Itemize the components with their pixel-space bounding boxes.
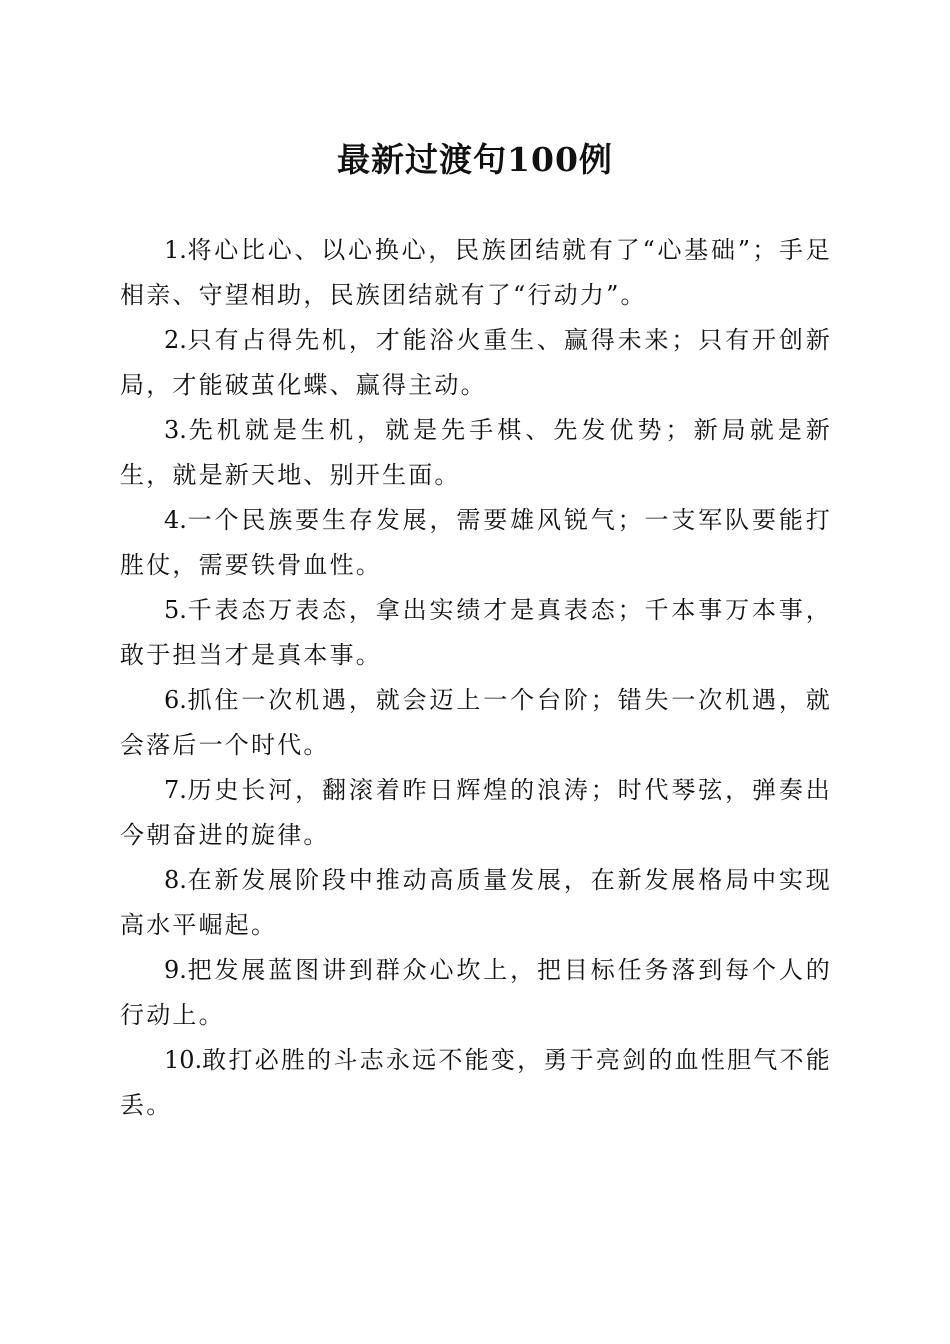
item-text: 抓住一次机遇，就会迈上一个台阶；错失一次机遇，就会落后一个时代。	[120, 686, 832, 759]
list-item	[120, 318, 832, 408]
item-text: 将心比心、以心换心，民族团结就有了“心基础”；手足相亲、守望相助，民族团结就有了“行动力”。	[120, 236, 832, 309]
item-number: 4.	[164, 506, 187, 534]
item-text: 千表态万表态，拿出实绩才是真表态；千本事万本事，敢于担当才是真本事。	[120, 596, 832, 669]
item-number: 7.	[164, 776, 187, 804]
item-number: 3.	[164, 416, 187, 444]
item-text: 把发展蓝图讲到群众心坎上，把目标任务落到每个人的行动上。	[120, 956, 832, 1029]
list-item	[120, 498, 832, 588]
item-number: 1.	[164, 236, 187, 264]
list-item	[120, 588, 832, 678]
item-number: 5.	[164, 596, 187, 624]
item-text: 一个民族要生存发展，需要雄风锐气；一支军队要能打胜仗，需要铁骨血性。	[120, 506, 832, 579]
document-body	[120, 228, 832, 1128]
item-text: 先机就是生机，就是先手棋、先发优势；新局就是新生，就是新天地、别开生面。	[120, 416, 832, 489]
item-text: 历史长河，翻滚着昨日辉煌的浪涛；时代琴弦，弹奏出今朝奋进的旋律。	[120, 776, 832, 849]
list-item	[120, 408, 832, 498]
document-title: 最新过渡句100例	[337, 140, 613, 179]
item-number: 6.	[164, 686, 187, 714]
item-number: 8.	[164, 866, 187, 894]
item-text: 敢打必胜的斗志永远不能变，勇于亮剑的血性胆气不能丢。	[120, 1046, 832, 1119]
list-item	[120, 1038, 832, 1128]
item-text: 只有占得先机，才能浴火重生、赢得未来；只有开创新局，才能破茧化蝶、赢得主动。	[120, 326, 832, 399]
item-number: 9.	[164, 956, 187, 984]
list-item	[120, 678, 832, 768]
item-number: 10.	[164, 1046, 203, 1074]
item-text: 在新发展阶段中推动高质量发展，在新发展格局中实现高水平崛起。	[120, 866, 832, 939]
item-number: 2.	[164, 326, 187, 354]
list-item	[120, 858, 832, 948]
list-item	[120, 948, 832, 1038]
list-item	[120, 768, 832, 858]
list-item	[120, 228, 832, 318]
